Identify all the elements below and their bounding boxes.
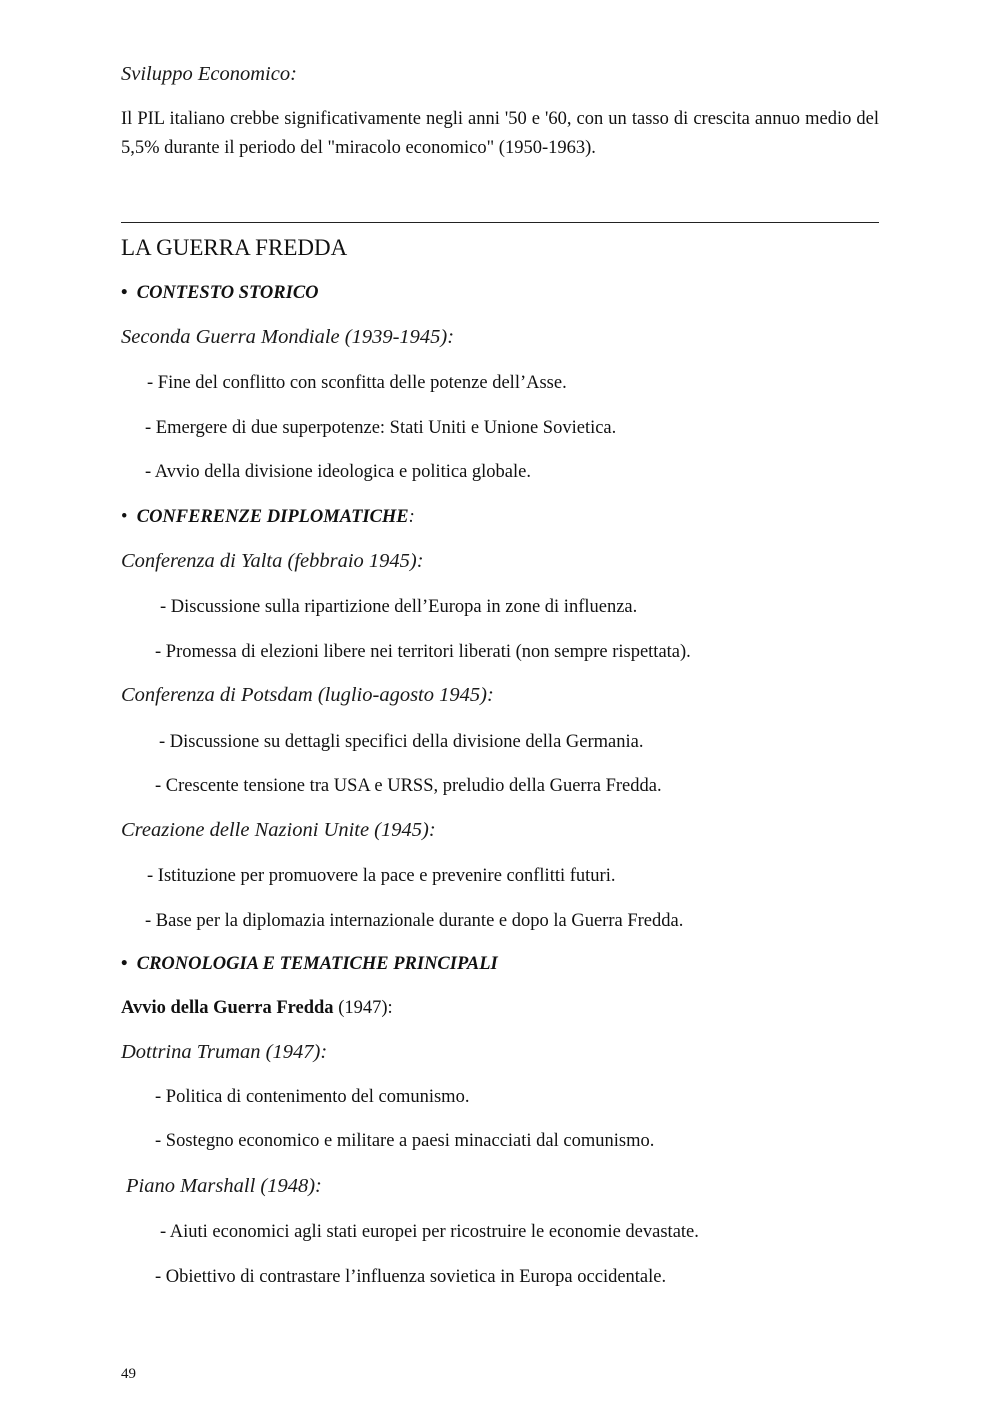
list-item: - Obiettivo di contrastare l’influenza sovietica in Europa occidentale. bbox=[155, 1267, 667, 1287]
bullet: • bbox=[121, 283, 128, 303]
sviluppo-paragraph: Il PIL italiano crebbe significativamente negli anni '50 e '60, con un tasso di crescita annuo medio del 5,5% durante il periodo del "miracolo economico" (1950-1963). bbox=[121, 109, 879, 158]
cronologia-heading-line bbox=[121, 952, 498, 976]
seconda-guerra-subheading: Seconda Guerra Mondiale (1939-1945): bbox=[121, 326, 455, 348]
potsdam-title: Conferenza di Potsdam (luglio-agosto 1945): bbox=[121, 684, 494, 706]
list-item: - Base per la diplomazia internazionale durante e dopo la Guerra Fredda. bbox=[145, 911, 684, 931]
conferenze-heading-line bbox=[121, 505, 415, 529]
list-item: - Fine del conflitto con sconfitta delle potenze dell’Asse. bbox=[147, 373, 567, 393]
avvio-date: (1947): bbox=[333, 998, 393, 1018]
list-item: - Emergere di due superpotenze: Stati Uniti e Unione Sovietica. bbox=[145, 418, 617, 438]
list-item: - Aiuti economici agli stati europei per ricostruire le economie devastate. bbox=[160, 1222, 699, 1242]
list-item: - Discussione su dettagli specifici della divisione della Germania. bbox=[159, 732, 644, 752]
avvio-bold: Avvio della Guerra Fredda bbox=[121, 998, 334, 1018]
truman-title: Dottrina Truman (1947): bbox=[121, 1041, 328, 1063]
conferenze-heading: CONFERENZE DIPLOMATICHE bbox=[136, 507, 409, 527]
section-divider bbox=[121, 222, 879, 223]
marshall-title: Piano Marshall (1948): bbox=[126, 1175, 322, 1197]
list-item: - Avvio della divisione ideologica e politica globale. bbox=[145, 462, 531, 482]
onu-title: Creazione delle Nazioni Unite (1945): bbox=[121, 819, 436, 841]
list-item: - Politica di contenimento del comunismo. bbox=[155, 1087, 470, 1107]
contesto-heading: CONTESTO STORICO bbox=[136, 283, 319, 303]
avvio-line bbox=[121, 996, 393, 1020]
bullet: • bbox=[121, 507, 128, 527]
bullet: • bbox=[121, 954, 128, 974]
list-item: - Istituzione per promuovere la pace e prevenire conflitti futuri. bbox=[147, 866, 616, 886]
yalta-title: Conferenza di Yalta (febbraio 1945): bbox=[121, 550, 424, 572]
cronologia-heading: CRONOLOGIA E TEMATICHE PRINCIPALI bbox=[136, 954, 498, 974]
sviluppo-heading: Sviluppo Economico: bbox=[121, 63, 297, 85]
page-number: 49 bbox=[121, 1366, 136, 1382]
list-item: - Discussione sulla ripartizione dell’Europa in zone di influenza. bbox=[160, 597, 638, 617]
list-item: - Promessa di elezioni libere nei territori liberati (non sempre rispettata). bbox=[155, 642, 691, 662]
list-item: - Crescente tensione tra USA e URSS, preludio della Guerra Fredda. bbox=[155, 776, 662, 796]
section-title: LA GUERRA FREDDA bbox=[121, 235, 348, 260]
list-item: - Sostegno economico e militare a paesi minacciati dal comunismo. bbox=[155, 1131, 655, 1151]
contesto-heading-line bbox=[121, 281, 319, 305]
conferenze-heading-colon: : bbox=[408, 507, 415, 527]
